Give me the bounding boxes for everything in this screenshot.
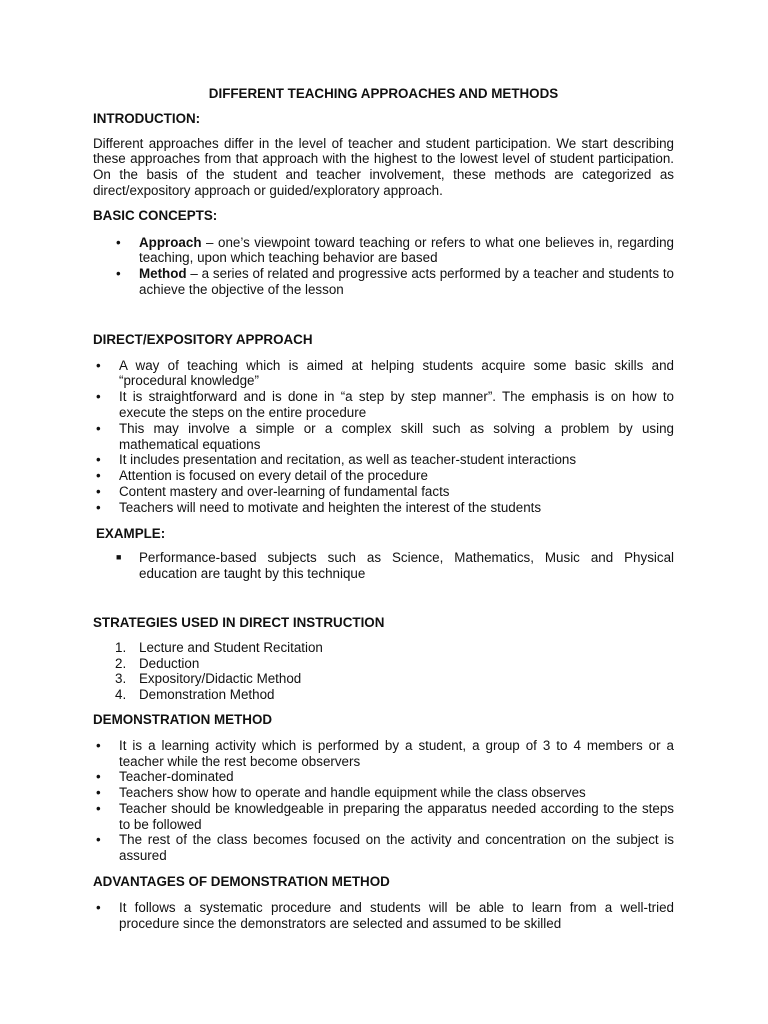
list-item-text: Lecture and Student Recitation	[139, 639, 323, 655]
list-number: 3.	[115, 671, 127, 687]
direct-approach-heading: DIRECT/EXPOSITORY APPROACH	[93, 331, 313, 347]
list-number: 1.	[115, 639, 127, 655]
list-item	[93, 266, 674, 298]
list-item-text: It is straightforward and is done in “a step by step manner”. The emphasis is on how to execute the steps on the entire procedure	[119, 389, 674, 420]
list-item	[93, 452, 674, 468]
introduction-heading: INTRODUCTION:	[93, 110, 201, 126]
list-item	[93, 389, 674, 421]
introduction-paragraph: Different approaches differ in the level of teacher and student participation. We start describing these approaches from that approach with the highest to the lowest level of student participation. On the basis of the student and teacher involvement, these methods are categorized as direct/expository approach or guided/exploratory approach.	[93, 135, 674, 198]
document-title: DIFFERENT TEACHING APPROACHES AND METHODS	[208, 86, 559, 101]
bullet-icon: •	[96, 499, 101, 515]
list-item	[93, 832, 674, 864]
list-item-text: Attention is focused on every detail of the procedure	[119, 468, 428, 484]
list-item-text: Deduction	[139, 655, 200, 671]
list-item	[93, 671, 674, 687]
bullet-icon: •	[96, 785, 101, 801]
list-item	[93, 468, 674, 484]
concept-term: Method	[139, 266, 187, 282]
list-item	[93, 900, 674, 932]
list-item-text: Teachers will need to motivate and heighten the interest of the students	[119, 499, 542, 515]
list-item	[93, 421, 674, 453]
strategies-list	[93, 640, 674, 703]
list-item	[93, 235, 674, 267]
list-item-text: A way of teaching which is aimed at helping students acquire some basic skills and “procedural knowledge”	[119, 357, 674, 389]
concept-definition: – a series of related and progressive acts performed by a teacher and students to achieve the objective of the lesson	[139, 266, 674, 297]
list-item-text: This may involve a simple or a complex skill such as solving a problem by using mathematical equations	[119, 420, 674, 452]
list-item-text: It includes presentation and recitation, as well as teacher-student interactions	[119, 452, 577, 468]
list-item-text: Teacher-dominated	[119, 769, 234, 785]
list-item-text: It is a learning activity which is performed by a student, a group of 3 to 4 members or a teacher while the rest become observers	[119, 737, 674, 769]
example-list	[93, 550, 674, 582]
bullet-icon: •	[96, 769, 101, 785]
bullet-icon: •	[96, 357, 101, 373]
demonstration-list	[93, 738, 674, 864]
list-item-text: It follows a systematic procedure and students will be able to learn from a well-tried procedure since the demonstrators are selected and assumed to be skilled	[119, 899, 674, 931]
demonstration-heading: DEMONSTRATION METHOD	[93, 711, 273, 727]
basic-concepts-list	[93, 235, 674, 298]
direct-approach-list	[93, 358, 674, 516]
bullet-icon: •	[116, 234, 121, 250]
list-item	[93, 769, 674, 785]
bullet-icon: •	[96, 899, 101, 915]
concept-definition: – one’s viewpoint toward teaching or refers to what one believes in, regarding teaching, upon which teaching behavior are based	[139, 234, 674, 266]
list-item	[93, 500, 674, 516]
list-number: 4.	[115, 687, 127, 703]
list-item-text: Teacher should be knowledgeable in preparing the apparatus needed according to the steps to be followed	[119, 800, 674, 832]
concept-term: Approach	[139, 234, 202, 250]
list-item	[93, 656, 674, 672]
bullet-icon: •	[96, 389, 101, 405]
list-item	[93, 801, 674, 833]
list-item-text: Expository/Didactic Method	[139, 671, 302, 687]
strategies-heading: STRATEGIES USED IN DIRECT INSTRUCTION	[93, 614, 385, 630]
list-item-text: Demonstration Method	[139, 687, 275, 703]
bullet-icon: •	[116, 266, 121, 282]
example-heading: EXAMPLE:	[96, 525, 166, 541]
list-item-text: Performance-based subjects such as Science, Mathematics, Music and Physical education are taught by this technique	[139, 550, 674, 582]
bullet-icon: •	[96, 737, 101, 753]
bullet-icon: •	[96, 420, 101, 436]
advantages-list	[93, 900, 674, 932]
list-item	[93, 738, 674, 770]
bullet-icon: •	[96, 468, 101, 484]
list-item	[93, 550, 674, 582]
list-item-text: Content mastery and over-learning of fundamental facts	[119, 483, 450, 499]
list-item	[93, 484, 674, 500]
list-item	[93, 687, 674, 703]
list-number: 2.	[115, 655, 127, 671]
bullet-icon: •	[96, 832, 101, 848]
list-item	[93, 358, 674, 390]
square-bullet-icon: ■	[116, 552, 122, 563]
list-item-text: The rest of the class becomes focused on the activity and concentration on the subject is assured	[119, 832, 674, 864]
list-item	[93, 640, 674, 656]
basic-concepts-heading: BASIC CONCEPTS:	[93, 207, 218, 223]
advantages-heading: ADVANTAGES OF DEMONSTRATION METHOD	[93, 874, 390, 890]
list-item	[93, 785, 674, 801]
bullet-icon: •	[96, 452, 101, 468]
list-item-text: Teachers show how to operate and handle equipment while the class observes	[119, 785, 586, 801]
bullet-icon: •	[96, 483, 101, 499]
bullet-icon: •	[96, 800, 101, 816]
